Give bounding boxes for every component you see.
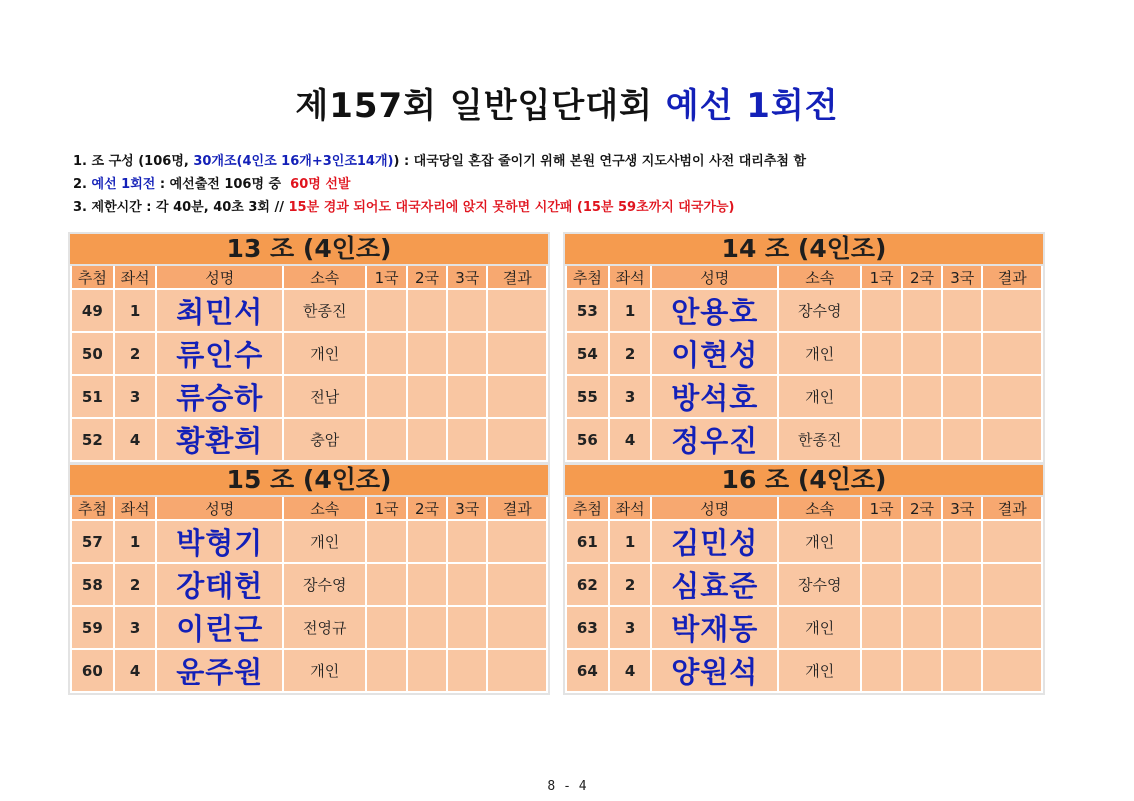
table-row xyxy=(567,564,1041,605)
game-3-result xyxy=(943,521,981,562)
game-1-result xyxy=(862,650,900,691)
final-result xyxy=(983,419,1041,460)
group-title: 13 조 (4인조) xyxy=(70,234,548,266)
affiliation: 개인 xyxy=(284,521,365,562)
seat-number: 4 xyxy=(115,419,156,460)
seat-number: 1 xyxy=(115,290,156,331)
game-2-result xyxy=(903,333,941,374)
seat-number: 3 xyxy=(610,376,651,417)
game-2-result xyxy=(903,607,941,648)
final-result xyxy=(983,376,1041,417)
table-row xyxy=(567,333,1041,374)
player-name: 정우진 xyxy=(652,419,777,460)
column-header: 추첨 xyxy=(72,497,113,519)
group-title: 15 조 (4인조) xyxy=(70,465,548,497)
game-3-result xyxy=(943,564,981,605)
note-2-blue: 예선 1회전 xyxy=(91,177,156,192)
column-header: 3국 xyxy=(448,497,486,519)
game-3-result xyxy=(943,376,981,417)
note-2-prefix: 2. xyxy=(73,177,92,192)
table-row xyxy=(567,419,1041,460)
seat-number: 1 xyxy=(610,521,651,562)
affiliation: 개인 xyxy=(779,333,860,374)
player-name: 방석호 xyxy=(652,376,777,417)
group-grid xyxy=(70,495,548,693)
column-header-row xyxy=(72,266,546,288)
game-3-result xyxy=(448,333,486,374)
player-name: 최민서 xyxy=(157,290,282,331)
group-table xyxy=(68,232,550,464)
game-2-result xyxy=(408,607,446,648)
affiliation: 충암 xyxy=(284,419,365,460)
seat-number: 2 xyxy=(610,333,651,374)
seat-number: 4 xyxy=(610,650,651,691)
table-row xyxy=(567,650,1041,691)
game-2-result xyxy=(903,376,941,417)
column-header: 추첨 xyxy=(567,497,608,519)
seat-number: 1 xyxy=(115,521,156,562)
game-2-result xyxy=(408,290,446,331)
column-header: 성명 xyxy=(652,497,777,519)
game-1-result xyxy=(862,333,900,374)
group-table xyxy=(68,463,550,695)
final-result xyxy=(983,333,1041,374)
draw-number: 51 xyxy=(72,376,113,417)
game-1-result xyxy=(862,290,900,331)
column-header-row xyxy=(567,266,1041,288)
final-result xyxy=(488,607,546,648)
game-1-result xyxy=(367,333,405,374)
note-1-prefix: 1. 조 구성 (106명, xyxy=(73,154,194,169)
final-result xyxy=(983,650,1041,691)
draw-number: 55 xyxy=(567,376,608,417)
game-3-result xyxy=(943,290,981,331)
player-name: 박재동 xyxy=(652,607,777,648)
game-2-result xyxy=(903,521,941,562)
table-row xyxy=(72,333,546,374)
column-header: 3국 xyxy=(943,497,981,519)
column-header: 3국 xyxy=(943,266,981,288)
game-1-result xyxy=(367,419,405,460)
player-name: 안용호 xyxy=(652,290,777,331)
affiliation: 개인 xyxy=(779,521,860,562)
column-header: 좌석 xyxy=(610,497,651,519)
draw-number: 57 xyxy=(72,521,113,562)
column-header: 결과 xyxy=(983,266,1041,288)
table-row xyxy=(72,290,546,331)
player-name: 이린근 xyxy=(157,607,282,648)
column-header: 좌석 xyxy=(115,497,156,519)
column-header: 2국 xyxy=(903,497,941,519)
column-header: 성명 xyxy=(157,266,282,288)
affiliation: 개인 xyxy=(284,650,365,691)
game-3-result xyxy=(448,376,486,417)
player-name: 류인수 xyxy=(157,333,282,374)
title-main: 제157회 일반입단대회 xyxy=(295,86,653,126)
game-2-result xyxy=(903,419,941,460)
column-header: 추첨 xyxy=(567,266,608,288)
note-2-red: 60명 선발 xyxy=(290,177,351,192)
game-3-result xyxy=(943,607,981,648)
affiliation: 장수영 xyxy=(284,564,365,605)
game-1-result xyxy=(367,290,405,331)
draw-number: 49 xyxy=(72,290,113,331)
game-3-result xyxy=(448,564,486,605)
column-header: 2국 xyxy=(903,266,941,288)
affiliation: 개인 xyxy=(779,650,860,691)
final-result xyxy=(488,650,546,691)
page-number: 8 - 4 xyxy=(547,779,587,794)
column-header: 2국 xyxy=(408,497,446,519)
group-title: 16 조 (4인조) xyxy=(565,465,1043,497)
game-2-result xyxy=(408,419,446,460)
group-grid xyxy=(565,264,1043,462)
final-result xyxy=(983,607,1041,648)
column-header: 1국 xyxy=(367,497,405,519)
final-result xyxy=(488,376,546,417)
final-result xyxy=(983,564,1041,605)
game-3-result xyxy=(448,419,486,460)
player-name: 김민성 xyxy=(652,521,777,562)
column-header: 추첨 xyxy=(72,266,113,288)
column-header: 1국 xyxy=(862,266,900,288)
game-2-result xyxy=(408,333,446,374)
game-2-result xyxy=(408,376,446,417)
final-result xyxy=(488,290,546,331)
game-1-result xyxy=(862,607,900,648)
game-2-result xyxy=(408,564,446,605)
game-2-result xyxy=(903,650,941,691)
game-1-result xyxy=(862,564,900,605)
game-3-result xyxy=(448,607,486,648)
final-result xyxy=(488,521,546,562)
seat-number: 2 xyxy=(610,564,651,605)
affiliation: 전남 xyxy=(284,376,365,417)
column-header: 결과 xyxy=(488,497,546,519)
affiliation: 전영규 xyxy=(284,607,365,648)
seat-number: 2 xyxy=(115,564,156,605)
draw-number: 64 xyxy=(567,650,608,691)
table-row xyxy=(72,650,546,691)
game-3-result xyxy=(448,290,486,331)
table-row xyxy=(72,521,546,562)
player-name: 이현성 xyxy=(652,333,777,374)
final-result xyxy=(983,521,1041,562)
column-header: 성명 xyxy=(652,266,777,288)
game-1-result xyxy=(367,564,405,605)
column-header-row xyxy=(567,497,1041,519)
draw-number: 62 xyxy=(567,564,608,605)
seat-number: 3 xyxy=(115,607,156,648)
player-name: 양원석 xyxy=(652,650,777,691)
column-header: 1국 xyxy=(367,266,405,288)
affiliation: 개인 xyxy=(284,333,365,374)
draw-number: 61 xyxy=(567,521,608,562)
draw-number: 53 xyxy=(567,290,608,331)
game-1-result xyxy=(862,419,900,460)
table-row xyxy=(567,607,1041,648)
final-result xyxy=(488,564,546,605)
draw-number: 52 xyxy=(72,419,113,460)
game-3-result xyxy=(448,650,486,691)
note-line-3 xyxy=(73,196,806,219)
seat-number: 1 xyxy=(610,290,651,331)
game-3-result xyxy=(943,650,981,691)
notes xyxy=(73,150,806,219)
player-name: 강태헌 xyxy=(157,564,282,605)
game-1-result xyxy=(367,650,405,691)
affiliation: 개인 xyxy=(779,607,860,648)
final-result xyxy=(488,419,546,460)
final-result xyxy=(488,333,546,374)
game-2-result xyxy=(903,564,941,605)
draw-number: 54 xyxy=(567,333,608,374)
column-header: 소속 xyxy=(284,497,365,519)
table-row xyxy=(72,607,546,648)
column-header: 좌석 xyxy=(610,266,651,288)
table-row xyxy=(567,521,1041,562)
seat-number: 3 xyxy=(610,607,651,648)
game-1-result xyxy=(862,521,900,562)
group-grid xyxy=(70,264,548,462)
note-2-mid: : 예선출전 106명 중 xyxy=(155,177,291,192)
draw-number: 50 xyxy=(72,333,113,374)
game-3-result xyxy=(943,333,981,374)
player-name: 심효준 xyxy=(652,564,777,605)
seat-number: 2 xyxy=(115,333,156,374)
affiliation: 개인 xyxy=(779,376,860,417)
table-row xyxy=(567,290,1041,331)
group-grid xyxy=(565,495,1043,693)
game-2-result xyxy=(903,290,941,331)
column-header: 3국 xyxy=(448,266,486,288)
draw-number: 63 xyxy=(567,607,608,648)
group-table xyxy=(563,463,1045,695)
draw-number: 58 xyxy=(72,564,113,605)
player-name: 윤주원 xyxy=(157,650,282,691)
game-1-result xyxy=(367,376,405,417)
note-1-blue: 30개조(4인조 16개+3인조14개) xyxy=(193,154,394,169)
note-line-2 xyxy=(73,173,806,196)
column-header: 성명 xyxy=(157,497,282,519)
column-header: 1국 xyxy=(862,497,900,519)
column-header: 소속 xyxy=(779,266,860,288)
game-1-result xyxy=(367,521,405,562)
note-3-prefix: 3. 제한시간 : 각 40분, 40초 3회 // xyxy=(73,200,289,215)
seat-number: 4 xyxy=(610,419,651,460)
draw-number: 60 xyxy=(72,650,113,691)
seat-number: 3 xyxy=(115,376,156,417)
column-header: 2국 xyxy=(408,266,446,288)
draw-number: 59 xyxy=(72,607,113,648)
player-name: 박형기 xyxy=(157,521,282,562)
group-table xyxy=(563,232,1045,464)
column-header: 결과 xyxy=(983,497,1041,519)
player-name: 황환희 xyxy=(157,419,282,460)
title-accent: 예선 1회전 xyxy=(665,86,839,126)
game-3-result xyxy=(448,521,486,562)
final-result xyxy=(983,290,1041,331)
column-header: 좌석 xyxy=(115,266,156,288)
draw-number: 56 xyxy=(567,419,608,460)
table-row xyxy=(72,376,546,417)
table-row xyxy=(72,419,546,460)
note-3-red: 15분 경과 되어도 대국자리에 앉지 못하면 시간패 (15분 59초까지 대국가능) xyxy=(288,200,735,215)
game-1-result xyxy=(367,607,405,648)
game-2-result xyxy=(408,521,446,562)
game-2-result xyxy=(408,650,446,691)
column-header: 결과 xyxy=(488,266,546,288)
game-1-result xyxy=(862,376,900,417)
table-row xyxy=(72,564,546,605)
note-1-suffix: ) : 대국당일 혼잡 줄이기 위해 본원 연구생 지도사범이 사전 대리추첨 함 xyxy=(393,154,807,169)
table-row xyxy=(567,376,1041,417)
column-header: 소속 xyxy=(284,266,365,288)
page-title xyxy=(0,78,1134,127)
column-header: 소속 xyxy=(779,497,860,519)
group-title: 14 조 (4인조) xyxy=(565,234,1043,266)
player-name: 류승하 xyxy=(157,376,282,417)
seat-number: 4 xyxy=(115,650,156,691)
game-3-result xyxy=(943,419,981,460)
affiliation: 장수영 xyxy=(779,564,860,605)
affiliation: 한종진 xyxy=(779,419,860,460)
affiliation: 한종진 xyxy=(284,290,365,331)
affiliation: 장수영 xyxy=(779,290,860,331)
note-line-1 xyxy=(73,150,806,173)
column-header-row xyxy=(72,497,546,519)
